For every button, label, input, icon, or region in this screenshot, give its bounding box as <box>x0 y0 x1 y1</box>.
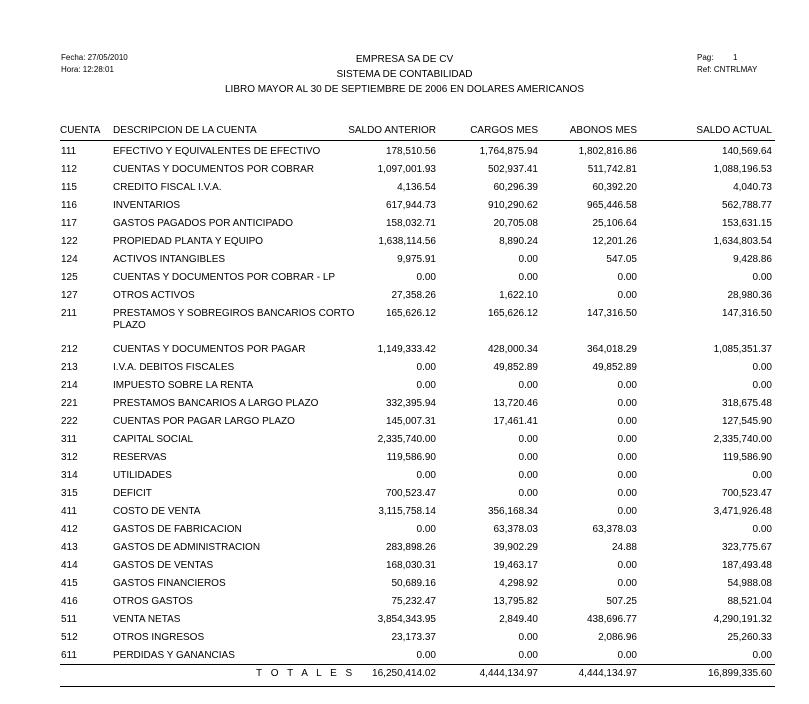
totals-label: T O T A L E S <box>256 668 356 679</box>
account-code: 214 <box>61 380 78 391</box>
table-row <box>0 359 809 377</box>
cargos-mes-cell: 0.00 <box>518 254 538 265</box>
saldo-actual-cell: 1,634,803.54 <box>713 236 772 247</box>
account-description: PRESTAMOS Y SOBREGIROS BANCARIOS CORTO PLAZO <box>113 308 355 331</box>
account-code: 221 <box>61 398 78 409</box>
abonos-mes-cell: 0.00 <box>617 290 637 301</box>
account-description: CUENTAS Y DOCUMENTOS POR COBRAR <box>113 164 314 175</box>
saldo-actual-cell: 700,523.47 <box>721 488 772 499</box>
abonos-mes-cell: 0.00 <box>617 578 637 589</box>
account-description: EFECTIVO Y EQUIVALENTES DE EFECTIVO <box>113 146 321 157</box>
cargos-mes-cell: 13,720.46 <box>493 398 538 409</box>
account-code: 411 <box>61 506 77 517</box>
abonos-mes-cell: 12,201.26 <box>592 236 637 247</box>
col-abonos-mes: ABONOS MES <box>569 125 637 136</box>
saldo-anterior-cell: 158,032.71 <box>385 218 436 229</box>
account-description: RESERVAS <box>113 452 167 463</box>
saldo-anterior-cell: 700,523.47 <box>385 488 436 499</box>
abonos-mes-cell: 0.00 <box>617 272 637 283</box>
saldo-anterior-cell: 3,854,343.95 <box>377 614 436 625</box>
saldo-anterior-cell: 0.00 <box>416 650 436 661</box>
cargos-mes-cell: 60,296.39 <box>493 182 538 193</box>
abonos-mes-cell: 0.00 <box>617 434 637 445</box>
saldo-actual-cell: 0.00 <box>752 362 772 373</box>
account-code: 311 <box>61 434 77 445</box>
saldo-anterior-cell: 0.00 <box>416 470 436 481</box>
account-code: 127 <box>61 290 78 301</box>
abonos-mes-cell: 24.88 <box>611 542 637 553</box>
account-code: 412 <box>61 524 78 535</box>
table-row <box>0 575 809 593</box>
abonos-mes-cell: 49,852.89 <box>592 362 637 373</box>
cargos-mes-cell: 0.00 <box>518 434 538 445</box>
cargos-mes-cell: 0.00 <box>518 632 538 643</box>
saldo-actual-cell: 0.00 <box>752 524 772 535</box>
table-row <box>0 251 809 269</box>
cargos-mes-cell: 4,298.92 <box>499 578 538 589</box>
account-description: CUENTAS Y DOCUMENTOS POR PAGAR <box>113 344 306 355</box>
saldo-anterior-cell: 3,115,758.14 <box>378 506 436 517</box>
table-row <box>0 341 809 359</box>
account-code: 112 <box>61 164 77 175</box>
abonos-mes-cell: 0.00 <box>617 506 637 517</box>
totals-divider-top <box>60 664 775 665</box>
cargos-mes-cell: 13,795.82 <box>493 596 538 607</box>
saldo-actual-cell: 3,471,926.48 <box>713 506 772 517</box>
saldo-anterior-cell: 617,944.73 <box>385 200 436 211</box>
abonos-mes-cell: 60,392.20 <box>592 182 637 193</box>
saldo-anterior-cell: 168,030.31 <box>385 560 436 571</box>
cargos-mes-cell: 2,849.40 <box>499 614 538 625</box>
totals-divider-bottom <box>60 686 775 687</box>
cargos-mes-cell: 20,705.08 <box>493 218 538 229</box>
saldo-anterior-cell: 50,689.16 <box>391 578 436 589</box>
saldo-anterior-cell: 75,232.47 <box>391 596 436 607</box>
account-description: GASTOS FINANCIEROS <box>113 578 226 589</box>
account-description: GASTOS PAGADOS POR ANTICIPADO <box>113 218 294 229</box>
cargos-mes-cell: 502,937.41 <box>487 164 538 175</box>
saldo-anterior-cell: 4,136.54 <box>397 182 436 193</box>
account-description: IMPUESTO SOBRE LA RENTA <box>113 380 254 391</box>
account-code: 111 <box>61 146 77 157</box>
table-row <box>0 521 809 539</box>
abonos-mes-cell: 0.00 <box>617 380 637 391</box>
abonos-mes-cell: 2,086.96 <box>598 632 637 643</box>
account-description: ACTIVOS INTANGIBLES <box>113 254 226 265</box>
cargos-mes-cell: 0.00 <box>518 488 538 499</box>
ledger-table <box>0 143 809 665</box>
cargos-mes-cell: 0.00 <box>518 380 538 391</box>
account-description: I.V.A. DEBITOS FISCALES <box>113 362 235 373</box>
saldo-anterior-cell: 27,358.26 <box>391 290 436 301</box>
saldo-actual-cell: 0.00 <box>752 272 772 283</box>
abonos-mes-cell: 1,802,816.86 <box>578 146 637 157</box>
abonos-mes-cell: 25,106.64 <box>592 218 637 229</box>
col-cuenta: CUENTA <box>60 125 101 136</box>
report-ref: Ref: CNTRLMAY <box>697 65 758 74</box>
account-code: 222 <box>61 416 78 427</box>
account-description: CREDITO FISCAL I.V.A. <box>113 182 222 193</box>
account-description: CAPITAL SOCIAL <box>113 434 194 445</box>
table-row <box>0 413 809 431</box>
cargos-mes-cell: 1,622.10 <box>499 290 538 301</box>
account-description: OTROS GASTOS <box>113 596 193 607</box>
abonos-mes-cell: 364,018.29 <box>586 344 637 355</box>
account-code: 314 <box>61 470 78 481</box>
account-description: PERDIDAS Y GANANCIAS <box>113 650 235 661</box>
table-row <box>0 197 809 215</box>
saldo-actual-cell: 88,521.04 <box>727 596 772 607</box>
account-code: 315 <box>61 488 78 499</box>
saldo-anterior-cell: 2,335,740.00 <box>377 434 436 445</box>
saldo-actual-cell: 4,290,191.32 <box>713 614 772 625</box>
table-row <box>0 503 809 521</box>
abonos-mes-cell: 63,378.03 <box>592 524 637 535</box>
saldo-anterior-cell: 332,395.94 <box>385 398 436 409</box>
saldo-actual-cell: 0.00 <box>752 380 772 391</box>
saldo-actual-cell: 562,788.77 <box>721 200 772 211</box>
cargos-mes-cell: 165,626.12 <box>487 308 538 319</box>
table-row <box>0 287 809 305</box>
table-row <box>0 215 809 233</box>
saldo-anterior-cell: 1,149,333.42 <box>377 344 436 355</box>
account-description: VENTA NETAS <box>113 614 181 625</box>
account-code: 611 <box>61 650 77 661</box>
abonos-mes-cell: 0.00 <box>617 560 637 571</box>
table-row <box>0 305 809 341</box>
account-code: 511 <box>61 614 77 625</box>
company-name: EMPRESA SA DE CV <box>355 54 454 65</box>
abonos-mes-cell: 0.00 <box>617 650 637 661</box>
saldo-actual-cell: 25,260.33 <box>727 632 772 643</box>
saldo-actual-cell: 28,980.36 <box>727 290 772 301</box>
saldo-actual-cell: 1,088,196.53 <box>713 164 772 175</box>
cargos-mes-cell: 49,852.89 <box>493 362 538 373</box>
account-description: PROPIEDAD PLANTA Y EQUIPO <box>113 236 264 247</box>
saldo-actual-cell: 0.00 <box>752 470 772 481</box>
account-description: GASTOS DE FABRICACION <box>113 524 242 535</box>
cargos-mes-cell: 0.00 <box>518 470 538 481</box>
account-description: OTROS INGRESOS <box>113 632 205 643</box>
total-cargos-mes: 4,444,134.97 <box>479 668 538 679</box>
saldo-actual-cell: 2,335,740.00 <box>713 434 772 445</box>
table-row <box>0 593 809 611</box>
cargos-mes-cell: 356,168.34 <box>487 506 538 517</box>
saldo-actual-cell: 323,775.67 <box>721 542 772 553</box>
cargos-mes-cell: 17,461.41 <box>493 416 538 427</box>
cargos-mes-cell: 63,378.03 <box>493 524 538 535</box>
abonos-mes-cell: 438,696.77 <box>586 614 637 625</box>
cargos-mes-cell: 0.00 <box>518 650 538 661</box>
saldo-actual-cell: 187,493.48 <box>721 560 772 571</box>
total-saldo-anterior: 16,250,414.02 <box>372 668 436 679</box>
table-row <box>0 233 809 251</box>
account-code: 416 <box>61 596 78 607</box>
account-description: GASTOS DE ADMINISTRACION <box>113 542 261 553</box>
abonos-mes-cell: 0.00 <box>617 470 637 481</box>
saldo-anterior-cell: 9,975.91 <box>397 254 436 265</box>
page-label: Pag: <box>697 53 714 62</box>
saldo-actual-cell: 318,675.48 <box>721 398 772 409</box>
cargos-mes-cell: 0.00 <box>518 452 538 463</box>
table-row <box>0 269 809 287</box>
account-code: 116 <box>61 200 77 211</box>
account-description: OTROS ACTIVOS <box>113 290 195 301</box>
cargos-mes-cell: 39,902.29 <box>493 542 538 553</box>
account-code: 115 <box>61 182 77 193</box>
table-row <box>0 539 809 557</box>
table-row <box>0 377 809 395</box>
table-row <box>0 467 809 485</box>
account-description: INVENTARIOS <box>113 200 181 211</box>
account-description: CUENTAS POR PAGAR LARGO PLAZO <box>113 416 295 427</box>
saldo-anterior-cell: 165,626.12 <box>385 308 436 319</box>
account-code: 312 <box>61 452 78 463</box>
account-description: COSTO DE VENTA <box>113 506 201 517</box>
account-description: PRESTAMOS BANCARIOS A LARGO PLAZO <box>113 398 319 409</box>
abonos-mes-cell: 0.00 <box>617 398 637 409</box>
table-row <box>0 179 809 197</box>
col-saldo-actual: SALDO ACTUAL <box>696 125 772 136</box>
table-row <box>0 557 809 575</box>
cargos-mes-cell: 0.00 <box>518 272 538 283</box>
col-saldo-anterior: SALDO ANTERIOR <box>348 125 436 136</box>
header-divider <box>60 140 775 141</box>
col-descripcion: DESCRIPCION DE LA CUENTA <box>113 125 257 136</box>
saldo-anterior-cell: 283,898.26 <box>385 542 436 553</box>
system-name: SISTEMA DE CONTABILIDAD <box>336 69 473 80</box>
account-code: 117 <box>61 218 77 229</box>
account-code: 125 <box>61 272 78 283</box>
saldo-anterior-cell: 23,173.37 <box>391 632 436 643</box>
saldo-anterior-cell: 0.00 <box>416 380 436 391</box>
table-row <box>0 431 809 449</box>
account-description: UTILIDADES <box>113 470 172 481</box>
col-cargos-mes: CARGOS MES <box>470 125 538 136</box>
abonos-mes-cell: 965,446.58 <box>586 200 637 211</box>
saldo-anterior-cell: 1,638,114.56 <box>378 236 436 247</box>
account-code: 124 <box>61 254 78 265</box>
saldo-actual-cell: 4,040.73 <box>733 182 772 193</box>
table-row <box>0 395 809 413</box>
saldo-actual-cell: 127,545.90 <box>721 416 772 427</box>
saldo-actual-cell: 0.00 <box>752 650 772 661</box>
table-row <box>0 629 809 647</box>
abonos-mes-cell: 0.00 <box>617 488 637 499</box>
saldo-actual-cell: 1,085,351.37 <box>713 344 772 355</box>
cargos-mes-cell: 428,000.34 <box>487 344 538 355</box>
account-code: 213 <box>61 362 78 373</box>
account-description: GASTOS DE VENTAS <box>113 560 214 571</box>
account-code: 122 <box>61 236 78 247</box>
cargos-mes-cell: 8,890.24 <box>499 236 538 247</box>
saldo-anterior-cell: 0.00 <box>416 362 436 373</box>
table-row <box>0 143 809 161</box>
abonos-mes-cell: 507.25 <box>606 596 637 607</box>
saldo-actual-cell: 140,569.64 <box>721 146 772 157</box>
saldo-actual-cell: 153,631.15 <box>721 218 772 229</box>
account-code: 512 <box>61 632 78 643</box>
account-code: 415 <box>61 578 78 589</box>
fecha-label: Fecha: 27/05/2010 <box>61 53 128 62</box>
saldo-anterior-cell: 1,097,001.93 <box>377 164 436 175</box>
saldo-anterior-cell: 145,007.31 <box>385 416 436 427</box>
total-saldo-actual: 16,899,335.60 <box>708 668 772 679</box>
account-code: 211 <box>61 308 77 319</box>
saldo-actual-cell: 147,316.50 <box>721 308 772 319</box>
cargos-mes-cell: 910,290.62 <box>487 200 538 211</box>
table-row <box>0 647 809 665</box>
hora-label: Hora: 12:28:01 <box>61 65 114 74</box>
saldo-actual-cell: 54,988.08 <box>727 578 772 589</box>
saldo-anterior-cell: 178,510.56 <box>385 146 436 157</box>
table-row <box>0 611 809 629</box>
saldo-anterior-cell: 119,586.90 <box>386 452 436 463</box>
cargos-mes-cell: 19,463.17 <box>493 560 538 571</box>
total-abonos-mes: 4,444,134.97 <box>578 668 637 679</box>
totals-row <box>0 668 809 684</box>
account-code: 413 <box>61 542 78 553</box>
account-description: CUENTAS Y DOCUMENTOS POR COBRAR - LP <box>113 272 336 283</box>
saldo-anterior-cell: 0.00 <box>416 524 436 535</box>
table-row <box>0 485 809 503</box>
table-row <box>0 161 809 179</box>
report-title: LIBRO MAYOR AL 30 DE SEPTIEMBRE DE 2006 EN DOLARES AMERICANOS <box>224 84 584 95</box>
account-code: 414 <box>61 560 78 571</box>
saldo-anterior-cell: 0.00 <box>416 272 436 283</box>
account-description: DEFICIT <box>113 488 152 499</box>
table-row <box>0 449 809 467</box>
cargos-mes-cell: 1,764,875.94 <box>479 146 538 157</box>
saldo-actual-cell: 119,586.90 <box>722 452 772 463</box>
abonos-mes-cell: 547.05 <box>606 254 637 265</box>
account-code: 212 <box>61 344 78 355</box>
abonos-mes-cell: 147,316.50 <box>586 308 637 319</box>
saldo-actual-cell: 9,428.86 <box>733 254 772 265</box>
abonos-mes-cell: 511,742.81 <box>587 164 637 175</box>
abonos-mes-cell: 0.00 <box>617 416 637 427</box>
page-number: 1 <box>733 53 738 62</box>
abonos-mes-cell: 0.00 <box>617 452 637 463</box>
